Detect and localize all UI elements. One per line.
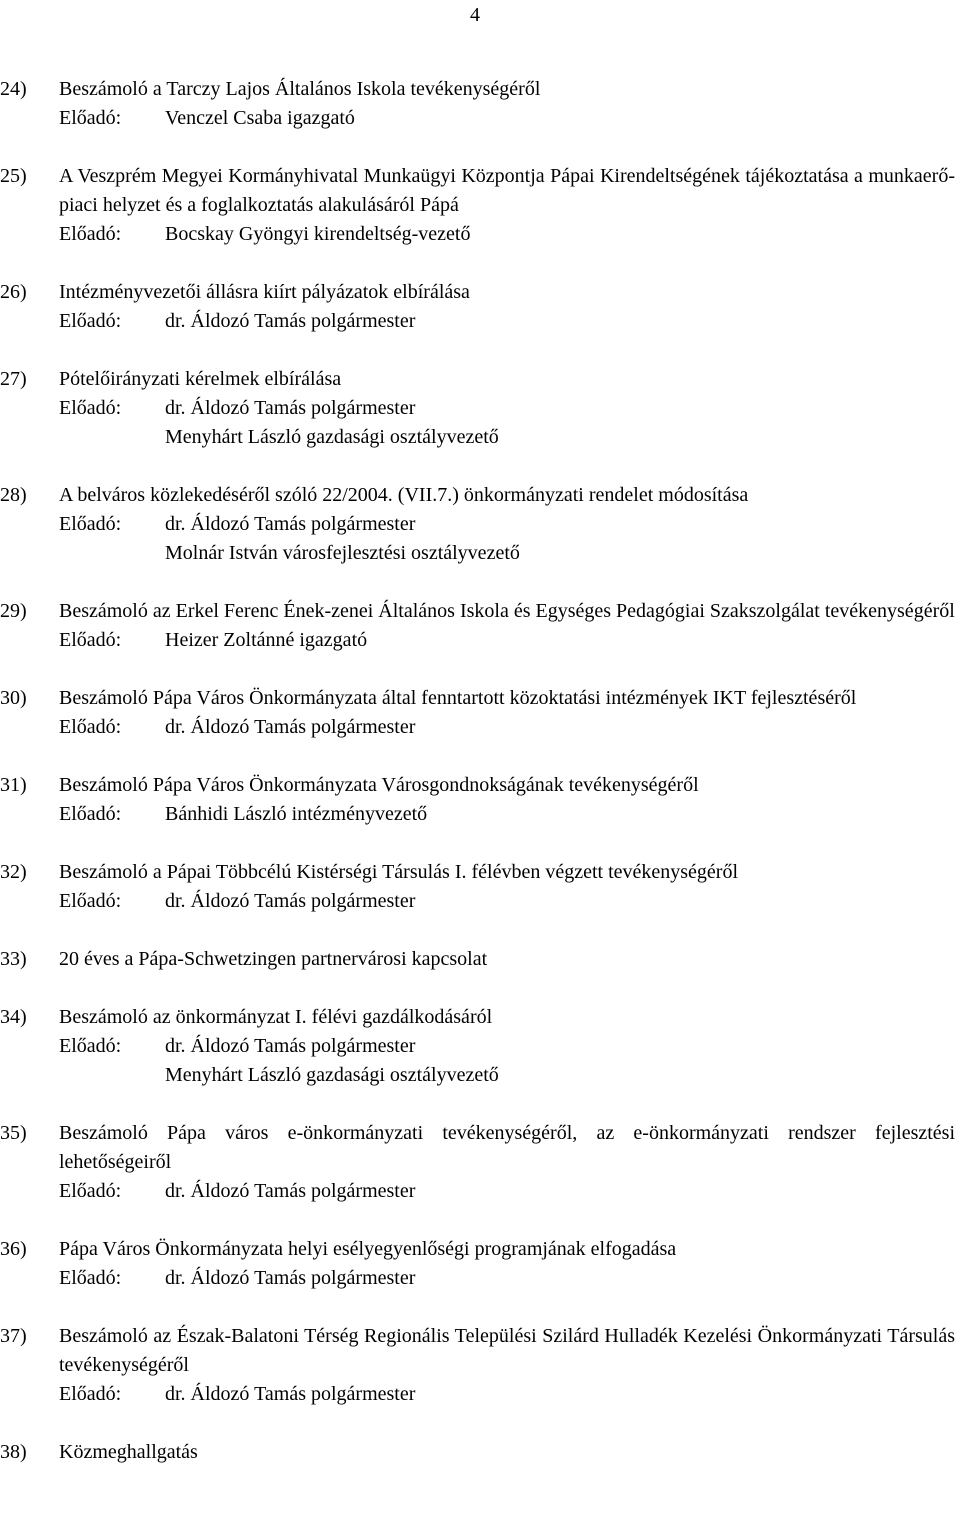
agenda-item-number: 32): [0, 861, 27, 883]
agenda-item-number: 25): [0, 165, 27, 187]
presenter-names: [165, 887, 955, 916]
presenter-names: [165, 394, 955, 452]
agenda-item-number: 33): [0, 948, 27, 970]
agenda-item-title: Beszámoló a Pápai Többcélú Kistérségi Társulás I. félévben végzett tevékenységéről: [59, 861, 739, 883]
presenter-row: [59, 510, 955, 568]
agenda-item-number: 29): [0, 600, 27, 622]
agenda-item-body: [59, 1438, 955, 1467]
presenter-name: dr. Áldozó Tamás polgármester: [165, 1035, 416, 1057]
presenter-row: [59, 800, 955, 829]
agenda-item: [0, 1322, 960, 1409]
presenter-row: [59, 220, 955, 249]
agenda-item: [0, 162, 960, 249]
agenda-item-body: [59, 365, 955, 452]
agenda-item: [0, 278, 960, 336]
agenda-item-title: Beszámoló Pápa város e-önkormányzati tevékenységéről, az e-önkormányzati rendszer fejlesztési lehetőségeiről: [59, 1122, 955, 1173]
presenter-name: dr. Áldozó Tamás polgármester: [165, 1180, 416, 1202]
presenter-label: Előadó:: [59, 397, 122, 419]
presenter-label: Előadó:: [59, 803, 122, 825]
presenter-label: Előadó:: [59, 1035, 122, 1057]
presenter-row: [59, 1177, 955, 1206]
agenda-item-number: 31): [0, 774, 27, 796]
agenda-item: [0, 858, 960, 916]
presenter-names: [165, 713, 955, 742]
agenda-item: [0, 365, 960, 452]
presenter-name: dr. Áldozó Tamás polgármester: [165, 310, 416, 332]
agenda-item-body: [59, 1322, 955, 1409]
presenter-row: [59, 1380, 955, 1409]
agenda-list: [0, 75, 960, 1496]
agenda-item-number: 24): [0, 78, 27, 100]
agenda-item: [0, 945, 960, 974]
presenter-names: [165, 1177, 955, 1206]
presenter-names: [165, 800, 955, 829]
agenda-item-body: [59, 75, 955, 133]
agenda-item-number: 36): [0, 1238, 27, 1260]
agenda-item-body: [59, 684, 955, 742]
presenter-name: Menyhárt László gazdasági osztályvezető: [165, 426, 499, 448]
agenda-item: [0, 1438, 960, 1467]
agenda-item-title: Közmeghallgatás: [59, 1441, 198, 1463]
agenda-item-number: 37): [0, 1325, 27, 1347]
presenter-name: dr. Áldozó Tamás polgármester: [165, 890, 416, 912]
presenter-names: [165, 1032, 955, 1090]
presenter-row: [59, 1264, 955, 1293]
presenter-names: [165, 104, 955, 133]
agenda-item-number: 26): [0, 281, 27, 303]
presenter-label: Előadó:: [59, 310, 122, 332]
presenter-name: Bocskay Gyöngyi kirendeltség-vezető: [165, 223, 471, 245]
presenter-row: [59, 104, 955, 133]
presenter-name: Molnár István városfejlesztési osztályvezető: [165, 542, 520, 564]
presenter-name: dr. Áldozó Tamás polgármester: [165, 1383, 416, 1405]
presenter-row: [59, 626, 955, 655]
page-number: 4: [470, 4, 480, 26]
agenda-item-title: A Veszprém Megyei Kormányhivatal Munkaügyi Központja Pápai Kirendeltségének tájékoztatása a munkaerő-piaci helyzet és a foglalkoztatás alakulásáról Pápá: [59, 165, 955, 216]
agenda-item-title: Pótelőirányzati kérelmek elbírálása: [59, 368, 342, 390]
agenda-item-body: [59, 945, 955, 974]
agenda-item-title: 20 éves a Pápa-Schwetzingen partnervárosi kapcsolat: [59, 948, 488, 970]
presenter-name: dr. Áldozó Tamás polgármester: [165, 716, 416, 738]
agenda-item-body: [59, 481, 955, 568]
agenda-item-number: 30): [0, 687, 27, 709]
presenter-label: Előadó:: [59, 890, 122, 912]
agenda-item-title: Beszámoló a Tarczy Lajos Általános Iskola tevékenységéről: [59, 78, 541, 100]
agenda-item: [0, 684, 960, 742]
agenda-item-body: [59, 771, 955, 829]
agenda-item-body: [59, 1119, 955, 1206]
agenda-item-title: Beszámoló az önkormányzat I. félévi gazdálkodásáról: [59, 1006, 493, 1028]
agenda-item-body: [59, 278, 955, 336]
agenda-item: [0, 597, 960, 655]
agenda-item-title: Intézményvezetői állásra kiírt pályázatok elbírálása: [59, 281, 470, 303]
presenter-label: Előadó:: [59, 223, 122, 245]
presenter-label: Előadó:: [59, 716, 122, 738]
presenter-label: Előadó:: [59, 1267, 122, 1289]
agenda-item-title: Beszámoló az Észak-Balatoni Térség Regionális Települési Szilárd Hulladék Kezelési Önkormányzati Társulás tevékenységéről: [59, 1325, 955, 1376]
presenter-name: Menyhárt László gazdasági osztályvezető: [165, 1064, 499, 1086]
agenda-item: [0, 1003, 960, 1090]
presenter-name: Venczel Csaba igazgató: [165, 107, 355, 129]
presenter-label: Előadó:: [59, 1180, 122, 1202]
agenda-item-body: [59, 162, 955, 249]
presenter-names: [165, 1380, 955, 1409]
agenda-item-number: 27): [0, 368, 27, 390]
agenda-item: [0, 771, 960, 829]
agenda-item-number: 35): [0, 1122, 27, 1144]
presenter-name: Heizer Zoltánné igazgató: [165, 629, 368, 651]
agenda-item-title: Beszámoló Pápa Város Önkormányzata által fenntartott közoktatási intézmények IKT fejlesztéséről: [59, 687, 857, 709]
presenter-label: Előadó:: [59, 107, 122, 129]
agenda-item-title: A belváros közlekedéséről szóló 22/2004. (VII.7.) önkormányzati rendelet módosítása: [59, 484, 749, 506]
agenda-item-title: Beszámoló az Erkel Ferenc Ének-zenei Általános Iskola és Egységes Pedagógiai Szakszolgálat tevékenységéről: [59, 600, 955, 622]
agenda-item: [0, 481, 960, 568]
presenter-names: [165, 307, 955, 336]
agenda-item-title: Beszámoló Pápa Város Önkormányzata Városgondnokságának tevékenységéről: [59, 774, 699, 796]
agenda-item: [0, 1235, 960, 1293]
agenda-item-title: Pápa Város Önkormányzata helyi esélyegyenlőségi programjának elfogadása: [59, 1238, 677, 1260]
agenda-item-number: 34): [0, 1006, 27, 1028]
presenter-name: dr. Áldozó Tamás polgármester: [165, 1267, 416, 1289]
presenter-names: [165, 626, 955, 655]
presenter-names: [165, 1264, 955, 1293]
presenter-name: Bánhidi László intézményvezető: [165, 803, 428, 825]
presenter-row: [59, 887, 955, 916]
agenda-item-body: [59, 597, 955, 655]
presenter-row: [59, 1032, 955, 1090]
agenda-item-number: 28): [0, 484, 27, 506]
presenter-name: dr. Áldozó Tamás polgármester: [165, 397, 416, 419]
presenter-row: [59, 307, 955, 336]
agenda-item: [0, 75, 960, 133]
presenter-name: dr. Áldozó Tamás polgármester: [165, 513, 416, 535]
agenda-item-body: [59, 1003, 955, 1090]
presenter-label: Előadó:: [59, 629, 122, 651]
presenter-names: [165, 220, 955, 249]
presenter-label: Előadó:: [59, 513, 122, 535]
agenda-item-body: [59, 858, 955, 916]
agenda-item-body: [59, 1235, 955, 1293]
agenda-item-number: 38): [0, 1441, 27, 1463]
presenter-row: [59, 713, 955, 742]
presenter-label: Előadó:: [59, 1383, 122, 1405]
agenda-item: [0, 1119, 960, 1206]
presenter-names: [165, 510, 955, 568]
presenter-row: [59, 394, 955, 452]
